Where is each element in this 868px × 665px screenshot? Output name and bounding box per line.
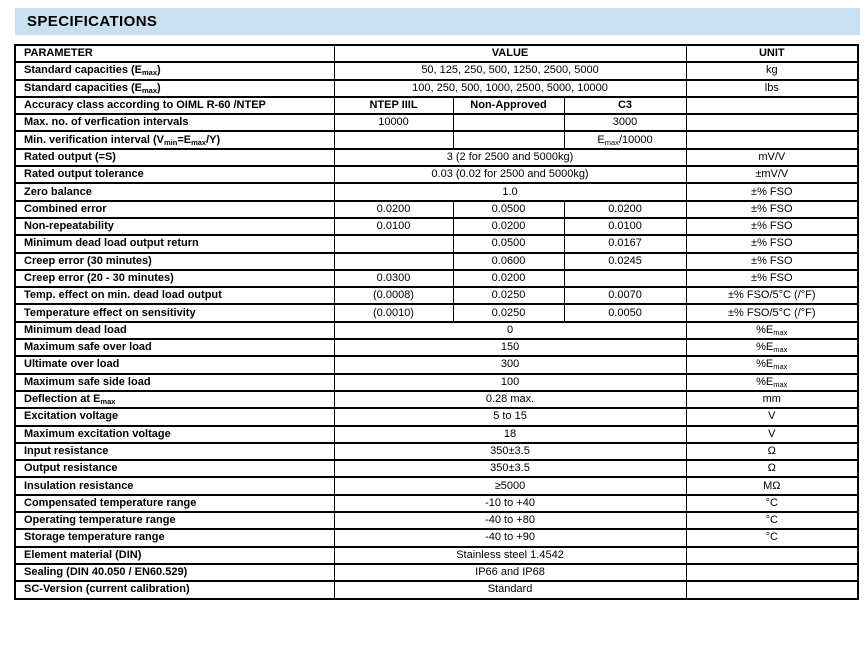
- parameter-cell: Maximum excitation voltage: [15, 426, 334, 443]
- parameter-cell: Min. verification interval $(V_{min}=E_{max}/Y)$: [15, 131, 334, 148]
- parameter-cell: Rated output (=S): [15, 149, 334, 166]
- parameter-cell: Insulation resistance: [15, 477, 334, 494]
- table-row: [15, 322, 858, 339]
- table-row: [15, 547, 858, 564]
- table-row: [15, 460, 858, 477]
- table-row: [15, 408, 858, 425]
- unit-cell: Ω: [686, 443, 858, 460]
- parameter-cell: Excitation voltage: [15, 408, 334, 425]
- parameter-cell: Non-repeatability: [15, 218, 334, 235]
- value-cell: IP66 and IP68: [334, 564, 686, 581]
- value-cell: -40 to +90: [334, 529, 686, 546]
- value-cell: 0: [334, 322, 686, 339]
- unit-cell: lbs: [686, 80, 858, 97]
- column-header-value: VALUE: [334, 45, 686, 62]
- table-row: [15, 218, 858, 235]
- unit-cell: V: [686, 408, 858, 425]
- unit-cell: [686, 547, 858, 564]
- value-cell: 0.0200: [453, 218, 564, 235]
- value-cell: 100, 250, 500, 1000, 2500, 5000, 10000: [334, 80, 686, 97]
- unit-cell: °C: [686, 495, 858, 512]
- parameter-cell: Standard capacities $(E_{max})$: [15, 62, 334, 79]
- table-row: [15, 512, 858, 529]
- value-cell: -40 to +80: [334, 512, 686, 529]
- unit-cell: °C: [686, 529, 858, 546]
- parameter-cell: SC-Version (current calibration): [15, 581, 334, 598]
- value-cell: Non-Approved: [453, 97, 564, 114]
- value-cell: 0.0200: [453, 270, 564, 287]
- value-cell: 0.0167: [564, 235, 686, 252]
- parameter-cell: Ultimate over load: [15, 356, 334, 373]
- value-cell: 0.0600: [453, 253, 564, 270]
- unit-cell: mm: [686, 391, 858, 408]
- value-cell: 300: [334, 356, 686, 373]
- value-cell: [334, 235, 453, 252]
- value-cell: [453, 131, 564, 148]
- parameter-cell: Standard capacities $(E_{max})$: [15, 80, 334, 97]
- value-cell: 0.0500: [453, 235, 564, 252]
- parameter-cell: Output resistance: [15, 460, 334, 477]
- value-cell: 3 (2 for 2500 and 5000kg): [334, 149, 686, 166]
- parameter-cell: Storage temperature range: [15, 529, 334, 546]
- table-row: [15, 304, 858, 321]
- parameter-cell: Max. no. of verfication intervals: [15, 114, 334, 131]
- column-header-parameter: PARAMETER: [15, 45, 334, 62]
- unit-cell: $\%E_{max}$: [686, 356, 858, 373]
- section-title: SPECIFICATIONS: [27, 13, 158, 30]
- table-row: [15, 529, 858, 546]
- unit-cell: $\%E_{max}$: [686, 322, 858, 339]
- table-row: [15, 149, 858, 166]
- value-cell: 150: [334, 339, 686, 356]
- unit-cell: ±% FSO: [686, 253, 858, 270]
- parameter-cell: Temp. effect on min. dead load output: [15, 287, 334, 304]
- parameter-cell: Zero balance: [15, 183, 334, 200]
- value-cell: 0.0250: [453, 287, 564, 304]
- parameter-cell: Maximum safe side load: [15, 374, 334, 391]
- value-cell: -10 to +40: [334, 495, 686, 512]
- table-row: [15, 495, 858, 512]
- value-cell: 18: [334, 426, 686, 443]
- unit-cell: $\%E_{max}$: [686, 339, 858, 356]
- table-row: [15, 426, 858, 443]
- table-row: [15, 339, 858, 356]
- value-cell: 1.0: [334, 183, 686, 200]
- table-row: [15, 443, 858, 460]
- value-cell: 0.0300: [334, 270, 453, 287]
- value-cell: [334, 131, 453, 148]
- value-cell: 0.03 (0.02 for 2500 and 5000kg): [334, 166, 686, 183]
- parameter-cell: Creep error (30 minutes): [15, 253, 334, 270]
- value-cell: 50, 125, 250, 500, 1250, 2500, 5000: [334, 62, 686, 79]
- value-cell: Standard: [334, 581, 686, 598]
- value-cell: 350±3.5: [334, 460, 686, 477]
- unit-cell: mV/V: [686, 149, 858, 166]
- value-cell: 5 to 15: [334, 408, 686, 425]
- value-cell: C3: [564, 97, 686, 114]
- column-header-unit: UNIT: [686, 45, 858, 62]
- table-row: [15, 97, 858, 114]
- value-cell: 0.0100: [564, 218, 686, 235]
- parameter-cell: Compensated temperature range: [15, 495, 334, 512]
- unit-cell: [686, 114, 858, 131]
- value-cell: 0.28 max.: [334, 391, 686, 408]
- unit-cell: ±mV/V: [686, 166, 858, 183]
- value-cell: NTEP IIIL: [334, 97, 453, 114]
- table-row: [15, 201, 858, 218]
- table-row: [15, 356, 858, 373]
- parameter-cell: Operating temperature range: [15, 512, 334, 529]
- table-row: [15, 80, 858, 97]
- value-cell: 0.0050: [564, 304, 686, 321]
- parameter-cell: Accuracy class according to OIML R-60 /NTEP: [15, 97, 334, 114]
- section-header-band: [15, 8, 860, 35]
- value-cell: (0.0010): [334, 304, 453, 321]
- value-cell: 3000: [564, 114, 686, 131]
- parameter-cell: Temperature effect on sensitivity: [15, 304, 334, 321]
- unit-cell: MΩ: [686, 477, 858, 494]
- parameter-cell: Minimum dead load: [15, 322, 334, 339]
- table-row: [15, 62, 858, 79]
- table-row: [15, 131, 858, 148]
- value-cell: Stainless steel 1.4542: [334, 547, 686, 564]
- parameter-cell: Element material (DIN): [15, 547, 334, 564]
- table-row: [15, 253, 858, 270]
- unit-cell: kg: [686, 62, 858, 79]
- parameter-cell: Sealing (DIN 40.050 / EN60.529): [15, 564, 334, 581]
- table-row: [15, 374, 858, 391]
- unit-cell: V: [686, 426, 858, 443]
- table-row: [15, 183, 858, 200]
- value-cell: [453, 114, 564, 131]
- value-cell: ≥5000: [334, 477, 686, 494]
- table-row: [15, 235, 858, 252]
- value-cell: [334, 253, 453, 270]
- unit-cell: ±% FSO: [686, 201, 858, 218]
- unit-cell: ±% FSO/5°C (/°F): [686, 304, 858, 321]
- table-row: [15, 391, 858, 408]
- spec-table-body: [15, 62, 858, 598]
- unit-cell: [686, 564, 858, 581]
- value-cell: 0.0200: [334, 201, 453, 218]
- unit-cell: ±% FSO: [686, 183, 858, 200]
- parameter-cell: Combined error: [15, 201, 334, 218]
- unit-cell: [686, 97, 858, 114]
- table-row: [15, 564, 858, 581]
- unit-cell: ±% FSO: [686, 218, 858, 235]
- value-cell: 0.0100: [334, 218, 453, 235]
- value-cell: 0.0500: [453, 201, 564, 218]
- value-cell: 10000: [334, 114, 453, 131]
- table-row: [15, 581, 858, 598]
- parameter-cell: Creep error (20 - 30 minutes): [15, 270, 334, 287]
- table-row: [15, 166, 858, 183]
- specifications-table: [14, 44, 859, 600]
- unit-cell: [686, 131, 858, 148]
- value-cell: $E_{max}/10000$: [564, 131, 686, 148]
- value-cell: [564, 270, 686, 287]
- unit-cell: ±% FSO/5°C (/°F): [686, 287, 858, 304]
- parameter-cell: Rated output tolerance: [15, 166, 334, 183]
- table-row: [15, 287, 858, 304]
- parameter-cell: Minimum dead load output return: [15, 235, 334, 252]
- value-cell: 0.0245: [564, 253, 686, 270]
- table-row: [15, 114, 858, 131]
- table-row: [15, 270, 858, 287]
- parameter-cell: Deflection at $E_{max}$: [15, 391, 334, 408]
- value-cell: 0.0200: [564, 201, 686, 218]
- value-cell: 350±3.5: [334, 443, 686, 460]
- parameter-cell: Input resistance: [15, 443, 334, 460]
- table-header-row: [15, 45, 858, 62]
- parameter-cell: Maximum safe over load: [15, 339, 334, 356]
- value-cell: 100: [334, 374, 686, 391]
- unit-cell: [686, 581, 858, 598]
- value-cell: 0.0070: [564, 287, 686, 304]
- unit-cell: Ω: [686, 460, 858, 477]
- unit-cell: $\%E_{max}$: [686, 374, 858, 391]
- unit-cell: °C: [686, 512, 858, 529]
- value-cell: 0.0250: [453, 304, 564, 321]
- value-cell: (0.0008): [334, 287, 453, 304]
- unit-cell: ±% FSO: [686, 270, 858, 287]
- unit-cell: ±% FSO: [686, 235, 858, 252]
- table-row: [15, 477, 858, 494]
